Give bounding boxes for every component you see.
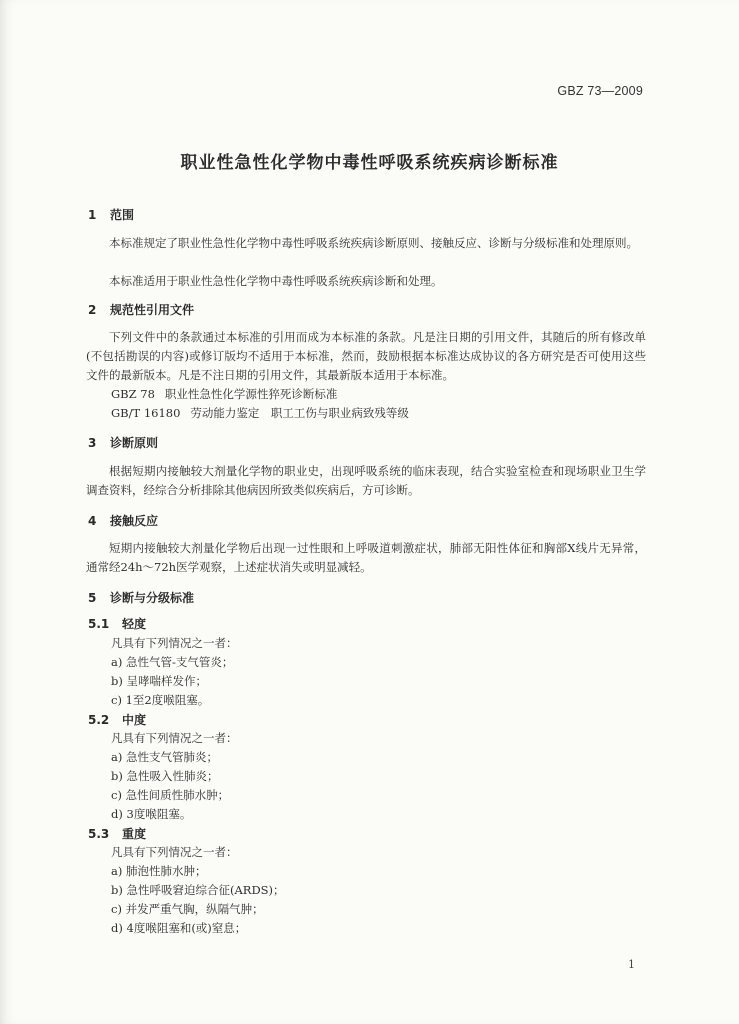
criteria-item: a) 急性支气管肺炎； bbox=[111, 750, 218, 764]
subsection-5-1-heading bbox=[88, 615, 146, 632]
section-title: 诊断原则 bbox=[110, 436, 159, 450]
section-title: 接触反应 bbox=[110, 514, 159, 528]
section-1-heading bbox=[88, 206, 134, 223]
criteria-item: b) 急性吸入性肺炎； bbox=[111, 769, 219, 783]
section-title: 诊断与分级标准 bbox=[110, 591, 195, 605]
criteria-item: b) 呈哮喘样发作； bbox=[111, 674, 208, 688]
subsection-5-3-heading bbox=[88, 825, 146, 842]
document-title: 职业性急性化学物中毒性呼吸系统疾病诊断标准 bbox=[180, 153, 559, 173]
section-1-paragraph-1: 本标准规定了职业性急性化学物中毒性呼吸系统疾病诊断原则、接触反应、诊断与分级标准和处理原则。 bbox=[109, 236, 638, 250]
section-3-paragraph: 根据短期内接触较大剂量化学物的职业史，出现呼吸系统的临床表现，结合实验室检查和现场职业卫生学调查资料，经综合分析排除其他病因所致类似疾病后，方可诊断。 bbox=[86, 464, 646, 497]
section-3-heading bbox=[88, 434, 158, 451]
section-number: 4 bbox=[88, 514, 97, 528]
section-5-heading bbox=[88, 589, 194, 606]
subsection-title: 中度 bbox=[122, 713, 147, 727]
criteria-item: c) 并发严重气胸，纵隔气肿； bbox=[111, 902, 264, 916]
subsection-title: 重度 bbox=[122, 827, 147, 841]
section-2-heading bbox=[88, 301, 194, 318]
criteria-lead: 凡具有下列情况之一者： bbox=[111, 636, 238, 650]
criteria-item: b) 急性呼吸窘迫综合征(ARDS)； bbox=[111, 883, 285, 897]
criteria-lead: 凡具有下列情况之一者： bbox=[111, 845, 238, 859]
page-number: 1 bbox=[628, 958, 635, 971]
section-title: 规范性引用文件 bbox=[110, 303, 195, 317]
criteria-item: d) 3度喉阻塞。 bbox=[111, 807, 192, 821]
reference-name: 职业性急性化学源性猝死诊断标准 bbox=[164, 387, 338, 401]
reference-name: 劳动能力鉴定 职工工伤与职业病致残等级 bbox=[190, 406, 409, 420]
section-number: 1 bbox=[88, 208, 97, 222]
criteria-item: a) 急性气管-支气管炎； bbox=[111, 655, 234, 669]
subsection-title: 轻度 bbox=[122, 617, 147, 631]
reference-item bbox=[111, 404, 409, 423]
section-1-paragraph-2: 本标准适用于职业性急性化学物中毒性呼吸系统疾病诊断和处理。 bbox=[109, 274, 443, 288]
subsection-number: 5.3 bbox=[88, 827, 110, 841]
criteria-item: d) 4度喉阻塞和(或)窒息； bbox=[111, 921, 247, 935]
subsection-5-2-heading bbox=[88, 711, 146, 728]
criteria-item: a) 肺泡性肺水肿； bbox=[111, 864, 207, 878]
section-2-paragraph: 下列文件中的条款通过本标准的引用而成为本标准的条款。凡是注日期的引用文件，其随后的所有修改单(不包括勘误的内容)或修订版均不适用于本标准，然而，鼓励根据本标准达成协议的各方研究是否可使用这些文件的最新版本。凡是不注日期的引用文件，其最新版本适用于本标准。 bbox=[86, 330, 646, 382]
section-number: 2 bbox=[88, 303, 97, 317]
reference-code: GBZ 78 bbox=[111, 387, 155, 401]
reference-code: GB/T 16180 bbox=[111, 406, 181, 420]
section-number: 5 bbox=[88, 591, 97, 605]
reference-item bbox=[111, 385, 337, 404]
criteria-item: c) 急性间质性肺水肿； bbox=[111, 788, 230, 802]
section-title: 范围 bbox=[110, 208, 135, 222]
subsection-number: 5.1 bbox=[88, 617, 110, 631]
criteria-lead: 凡具有下列情况之一者： bbox=[111, 731, 238, 745]
section-4-paragraph: 短期内接触较大剂量化学物后出现一过性眼和上呼吸道刺激症状，肺部无阳性体征和胸部X线片无异常，通常经24h～72h医学观察，上述症状消失或明显减轻。 bbox=[86, 541, 646, 574]
subsection-number: 5.2 bbox=[88, 713, 110, 727]
section-number: 3 bbox=[88, 436, 97, 450]
section-4-heading bbox=[88, 512, 158, 529]
standard-code: GBZ 73—2009 bbox=[557, 84, 643, 98]
criteria-item: c) 1至2度喉阻塞。 bbox=[111, 693, 210, 707]
